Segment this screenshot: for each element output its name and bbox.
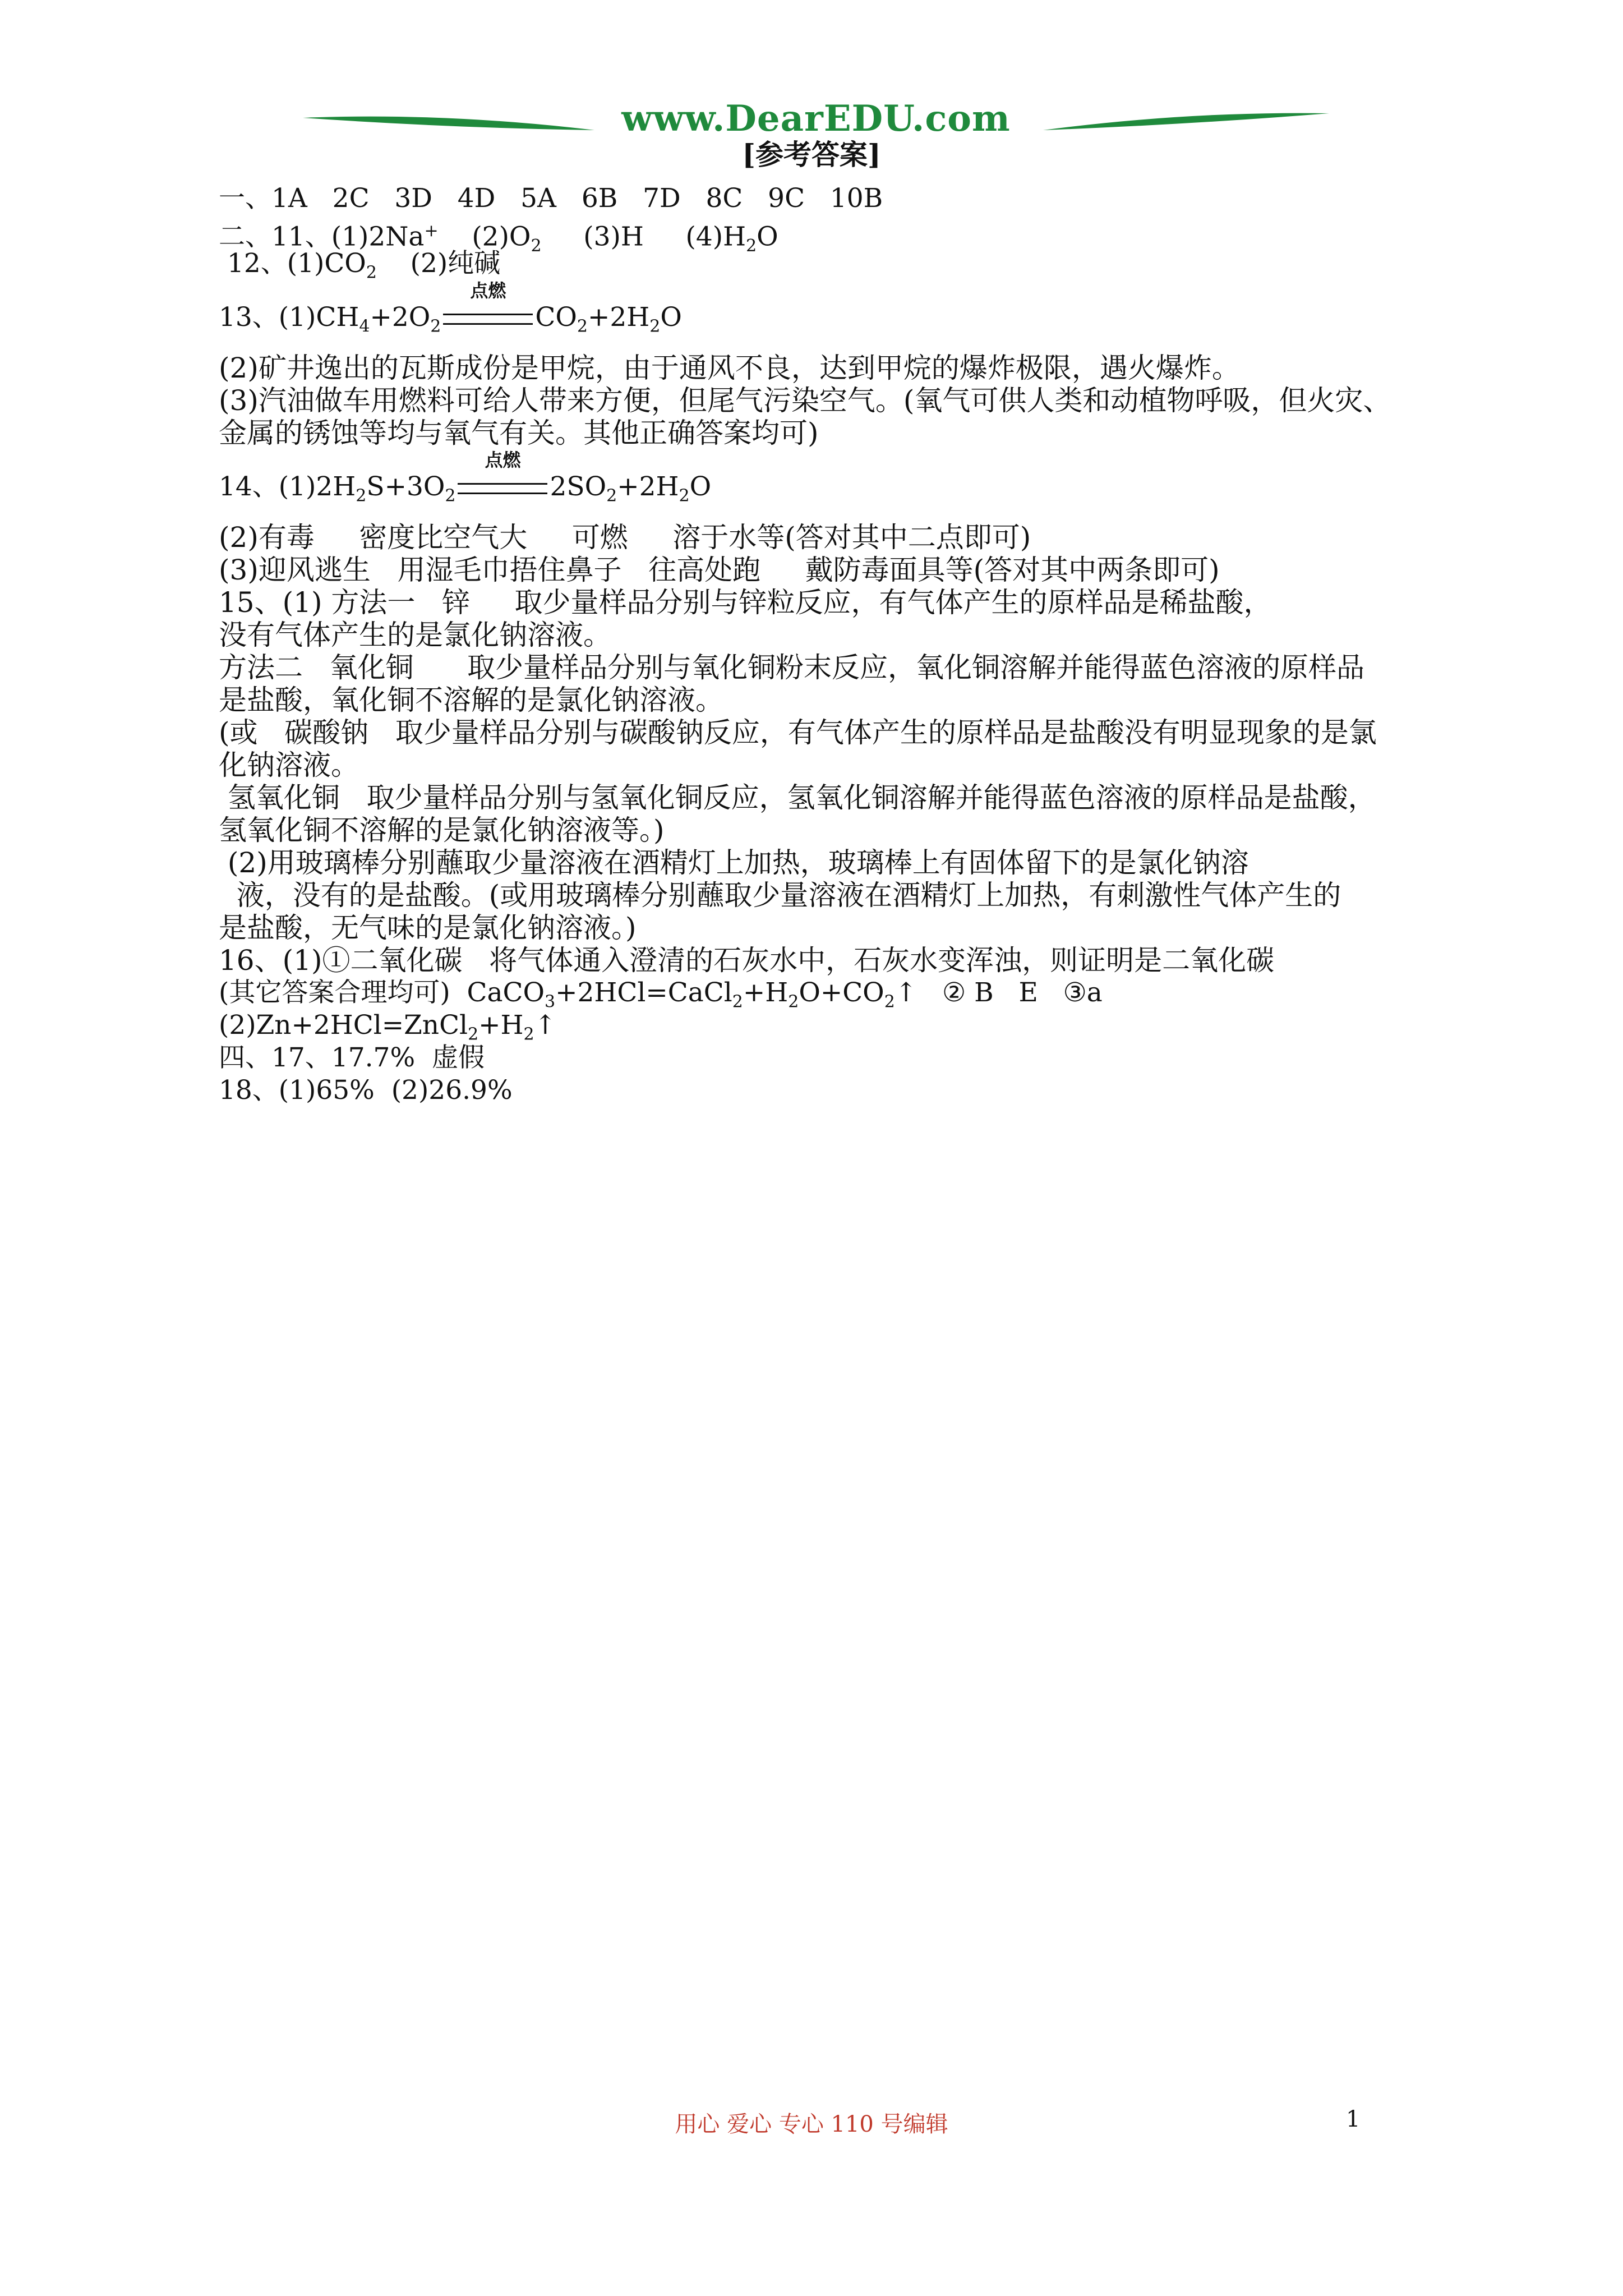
equation-line-14: 14、$(1)2H_2S+3O_2$ 点燃 $2SO_2+2H_2O$ [219, 471, 1419, 521]
answer-line: 是盐酸，氧化铜不溶解的是氯化钠溶液。 [219, 684, 723, 716]
reaction-arrow [455, 449, 550, 503]
answer-line: (3)迎风逃生 用湿毛巾捂住鼻子 往高处跑 戴防毒面具等(答对其中两条即可) [219, 554, 1220, 586]
answer-line: 没有气体产生的是氯化钠溶液。 [219, 619, 611, 651]
answer-line: 一、1A 2C 3D 4D 5A 6B 7D 8C 9C 10B [219, 183, 883, 214]
answer-line: 12、$(1)CO_2$ (2)纯碱 [219, 248, 501, 283]
answer-line: 方法二 氧化铜 取少量样品分别与氧化铜粉末反应，氧化铜溶解并能得蓝色溶液的原样品 [219, 651, 1365, 684]
answer-line: 化钠溶液。 [219, 749, 359, 781]
answer-line: (其它答案合理均可) $CaCO_3+2HCl=CaCl_2+H_2O+CO_2↑$ ② B E ③a [219, 977, 1103, 1012]
footer-editor-note: 用心 爱心 专心 110 号编辑 [675, 2111, 948, 2137]
reaction-arrow [441, 280, 535, 334]
answer-line: 氢氧化铜 取少量样品分别与氢氧化铜反应，氢氧化铜溶解并能得蓝色溶液的原样品是盐酸， [219, 781, 1376, 814]
answer-line: (2)矿井逸出的瓦斯成份是甲烷，由于通风不良，达到甲烷的爆炸极限，遇火爆炸。 [219, 352, 1240, 384]
answer-line: 氢氧化铜不溶解的是氯化钠溶液等。) [219, 814, 665, 846]
answer-line: (2)用玻璃棒分别蘸取少量溶液在酒精灯上加热，玻璃棒上有固体留下的是氯化钠溶 [219, 846, 1249, 879]
page-number: 1 [1346, 2106, 1361, 2132]
answer-line: $(2)Zn+2HCl=ZnCl_2+H_2↑$ [219, 1010, 557, 1045]
answer-line: 金属的锈蚀等均与氧气有关。其他正确答案均可) [219, 417, 819, 449]
answer-line: (或 碳酸钠 取少量样品分别与碳酸钠反应，有气体产生的原样品是盐酸没有明显现象的是氯 [219, 716, 1377, 749]
answer-line: 15、(1) 方法一 锌 取少量样品分别与锌粒反应，有气体产生的原样品是稀盐酸， [219, 586, 1272, 619]
page-title: [参考答案] [742, 138, 881, 171]
equation-line-13: 13、$(1)CH_4+2O_2$ 点燃 $CO_2+2H_2O$ [219, 301, 1419, 352]
answer-body [219, 182, 1419, 1107]
answer-line: 是盐酸，无气味的是氯化钠溶液。) [219, 912, 637, 944]
site-logo: www.DearEDU.com [621, 98, 1011, 140]
answer-line: 18、(1)65% (2)26.9% [219, 1075, 513, 1106]
reaction-condition: 点燃 [470, 280, 506, 301]
answer-line: 四、17、17.7% 虚假 [219, 1042, 485, 1073]
answer-line: 二、11、(1)2Na+ $(2)O_2$ (3)H $(4)H_2O$ [219, 221, 778, 256]
answer-line: 16、(1)①二氧化碳 将气体通入澄清的石灰水中，石灰水变浑浊，则证明是二氧化碳 [219, 944, 1275, 977]
answer-line: (3)汽油做车用燃料可给人带来方便，但尾气污染空气。(氧气可供人类和动植物呼吸，但火灾、 [219, 384, 1391, 417]
answer-line: 液，没有的是盐酸。(或用玻璃棒分别蘸取少量溶液在酒精灯上加热，有刺激性气体产生的 [219, 879, 1341, 912]
reaction-condition: 点燃 [485, 449, 521, 471]
answer-line: (2)有毒 密度比空气大 可燃 溶于水等(答对其中二点即可) [219, 521, 1031, 554]
